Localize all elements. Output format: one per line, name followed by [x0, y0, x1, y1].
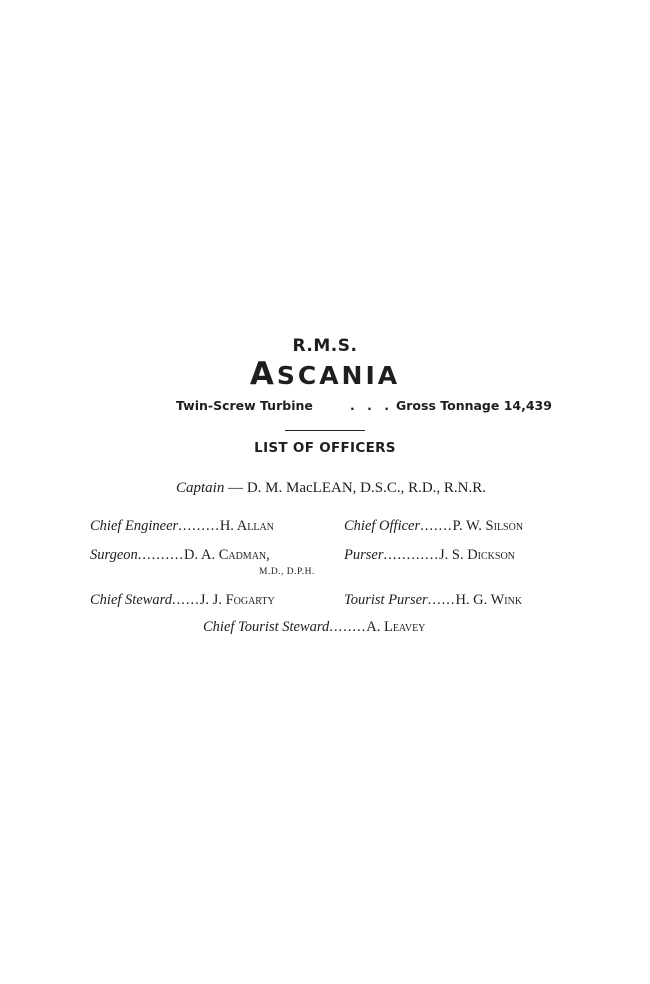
captain-dash: —: [224, 480, 247, 496]
captain-role: Captain: [176, 480, 225, 496]
leader-dots: ............: [383, 547, 439, 563]
officer-name: A. Leavey: [366, 619, 426, 635]
officer-role: Chief Steward: [90, 592, 173, 608]
officer-role: Chief Tourist Steward: [203, 619, 330, 635]
officer-role: Chief Officer: [344, 518, 421, 534]
leader-dots: ......: [172, 592, 200, 608]
officer-purser: [344, 547, 515, 564]
officer-name: P. W. Silson: [452, 518, 524, 534]
leader-dots: .......: [420, 518, 453, 534]
officer-name: H. Allan: [219, 518, 274, 534]
officer-name: J. S. Dickson: [438, 547, 515, 563]
ship-name-initial: A: [249, 356, 277, 392]
officer-role: Tourist Purser: [344, 592, 428, 608]
captain-line: [176, 480, 486, 497]
officer-chief-officer: [344, 518, 523, 535]
ship-name: [0, 356, 650, 392]
officer-tourist-purser: [344, 592, 522, 609]
ship-prefix: R.M.S.: [292, 336, 358, 356]
officer-chief-engineer: [90, 518, 274, 535]
officer-name: J. J. Fogarty: [199, 592, 275, 608]
captain-name: D. M. MacLEAN, D.S.C., R.D., R.N.R.: [246, 480, 487, 496]
officer-name: D. A. Cadman,: [184, 547, 270, 563]
surgeon-qualifications: M.D., D.P.H.: [259, 567, 315, 577]
leader-dots: ........: [329, 619, 367, 635]
officer-role: Surgeon: [90, 547, 138, 563]
leader-dots: ..........: [137, 547, 185, 563]
officer-name: H. G. Wink: [455, 592, 523, 608]
leader-dots: .........: [178, 518, 220, 534]
officer-role: Chief Engineer: [90, 518, 179, 534]
divider-rule: [285, 430, 365, 431]
tonnage-spec: Gross Tonnage 14,439: [396, 398, 552, 413]
leader-dots: ......: [427, 592, 456, 608]
propulsion-spec: Twin-Screw Turbine: [176, 398, 313, 413]
officer-role: Purser: [344, 547, 384, 563]
ship-name-rest: SCANIA: [276, 361, 401, 390]
spec-separator: . . .: [350, 398, 393, 413]
list-title: LIST OF OFFICERS: [254, 440, 396, 456]
officer-surgeon: [90, 547, 270, 564]
officer-chief-tourist-steward: [203, 619, 425, 636]
officer-chief-steward: [90, 592, 275, 609]
